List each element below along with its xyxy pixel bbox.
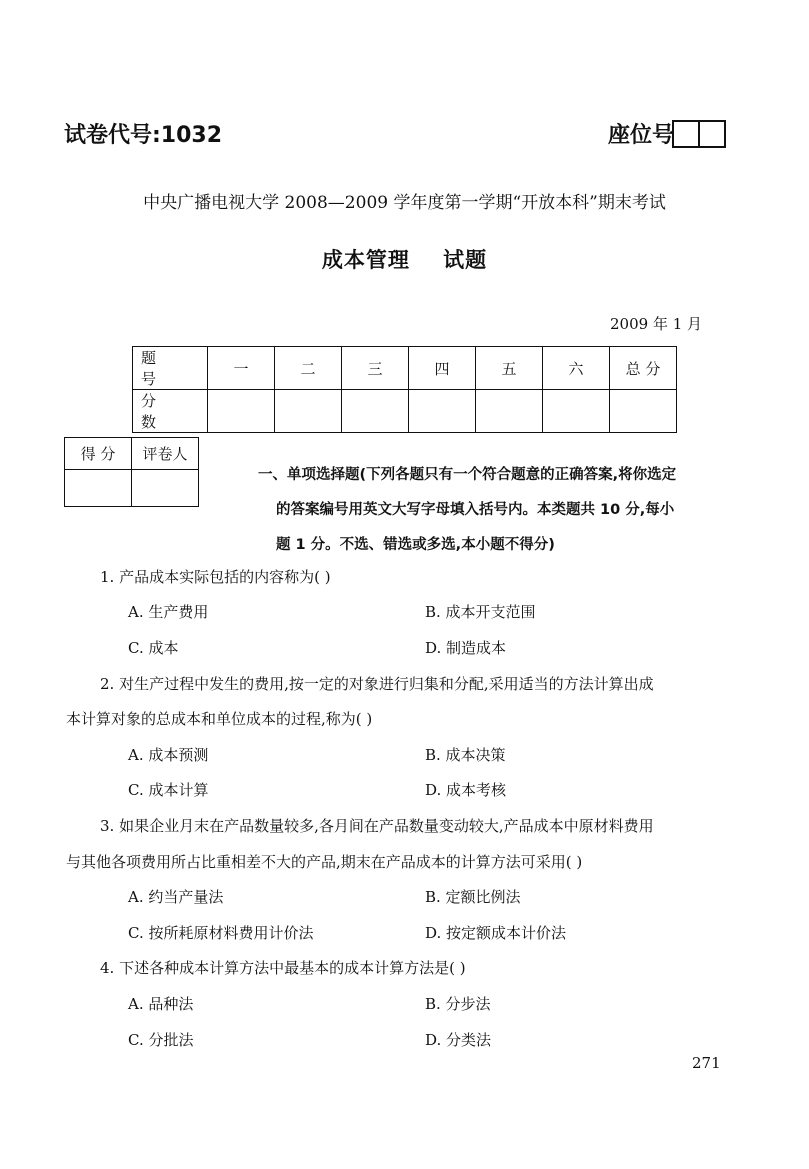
score-cell: 一: [208, 347, 275, 390]
option: A. 成本预测: [128, 746, 209, 764]
exam-header: 中央广播电视大学 2008—2009 学年度第一学期“开放本科”期末考试: [143, 193, 666, 213]
option: A. 品种法: [128, 995, 194, 1013]
subject-title: 成本管理 试题: [321, 248, 488, 272]
question-stem: 4. 下述各种成本计算方法中最基本的成本计算方法是( ): [100, 959, 466, 977]
option: B. 分步法: [425, 995, 491, 1013]
grader-cell: 得 分: [65, 438, 132, 470]
grader-blank-row: [65, 470, 199, 507]
option: C. 分批法: [128, 1031, 194, 1049]
score-cell: 六: [543, 347, 610, 390]
score-cell: 总 分: [610, 347, 677, 390]
score-cell: 二: [275, 347, 342, 390]
score-cell: [610, 390, 677, 433]
score-cell: 四: [409, 347, 476, 390]
option: D. 分类法: [425, 1031, 492, 1049]
option: C. 成本: [128, 639, 179, 657]
section-line: 一、单项选择题(下列各题只有一个符合题意的正确答案,将你选定: [258, 467, 677, 483]
question-stem-continued: 与其他各项费用所占比重相差不大的产品,期末在产品成本的计算方法可采用( ): [66, 853, 583, 871]
option: B. 定额比例法: [425, 888, 521, 906]
score-cell: [275, 390, 342, 433]
score-table-value-row: [133, 390, 677, 433]
question-stem: 3. 如果企业月末在产品数量较多,各月间在产品数量变动较大,产品成本中原材料费用: [100, 817, 654, 835]
score-cell: [476, 390, 543, 433]
seat-box: [672, 120, 700, 148]
score-cell: 三: [342, 347, 409, 390]
section-one-instructions: [258, 458, 738, 563]
grader-table: [64, 437, 199, 507]
option: C. 成本计算: [128, 781, 209, 799]
section-line: 题 1 分。不选、错选或多选,本小题不得分): [276, 537, 555, 553]
score-cell: 分 数: [133, 390, 208, 433]
option: D. 按定额成本计价法: [425, 924, 567, 942]
option: A. 约当产量法: [128, 888, 224, 906]
option: A. 生产费用: [128, 603, 209, 621]
score-table: [132, 346, 677, 433]
option: B. 成本决策: [425, 746, 506, 764]
option: B. 成本开支范围: [425, 603, 536, 621]
score-cell: 五: [476, 347, 543, 390]
seat-box: [698, 120, 726, 148]
score-cell: [543, 390, 610, 433]
option: D. 成本考核: [425, 781, 507, 799]
grader-cell: [65, 470, 132, 507]
score-table-header-row: [133, 347, 677, 390]
option: D. 制造成本: [425, 639, 507, 657]
section-line: 的答案编号用英文大写字母填入括号内。本类题共 10 分,每小: [276, 502, 675, 518]
question-stem: 1. 产品成本实际包括的内容称为( ): [100, 568, 331, 586]
exam-date: 2009 年 1 月: [610, 315, 703, 333]
question-stem: 2. 对生产过程中发生的费用,按一定的对象进行归集和分配,采用适当的方法计算出成: [100, 675, 654, 693]
seat-label: 座位号: [608, 123, 675, 148]
score-cell: [208, 390, 275, 433]
grader-cell: 评卷人: [132, 438, 199, 470]
grader-header-row: [65, 438, 199, 470]
score-cell: [342, 390, 409, 433]
score-cell: 题 号: [133, 347, 208, 390]
option: C. 按所耗原材料费用计价法: [128, 924, 314, 942]
grader-cell: [132, 470, 199, 507]
seat-number-field: [608, 118, 726, 149]
page-number: 271: [692, 1054, 721, 1072]
paper-code: 试卷代号:1032: [64, 123, 223, 148]
score-cell: [409, 390, 476, 433]
question-stem-continued: 本计算对象的总成本和单位成本的过程,称为( ): [66, 710, 373, 728]
